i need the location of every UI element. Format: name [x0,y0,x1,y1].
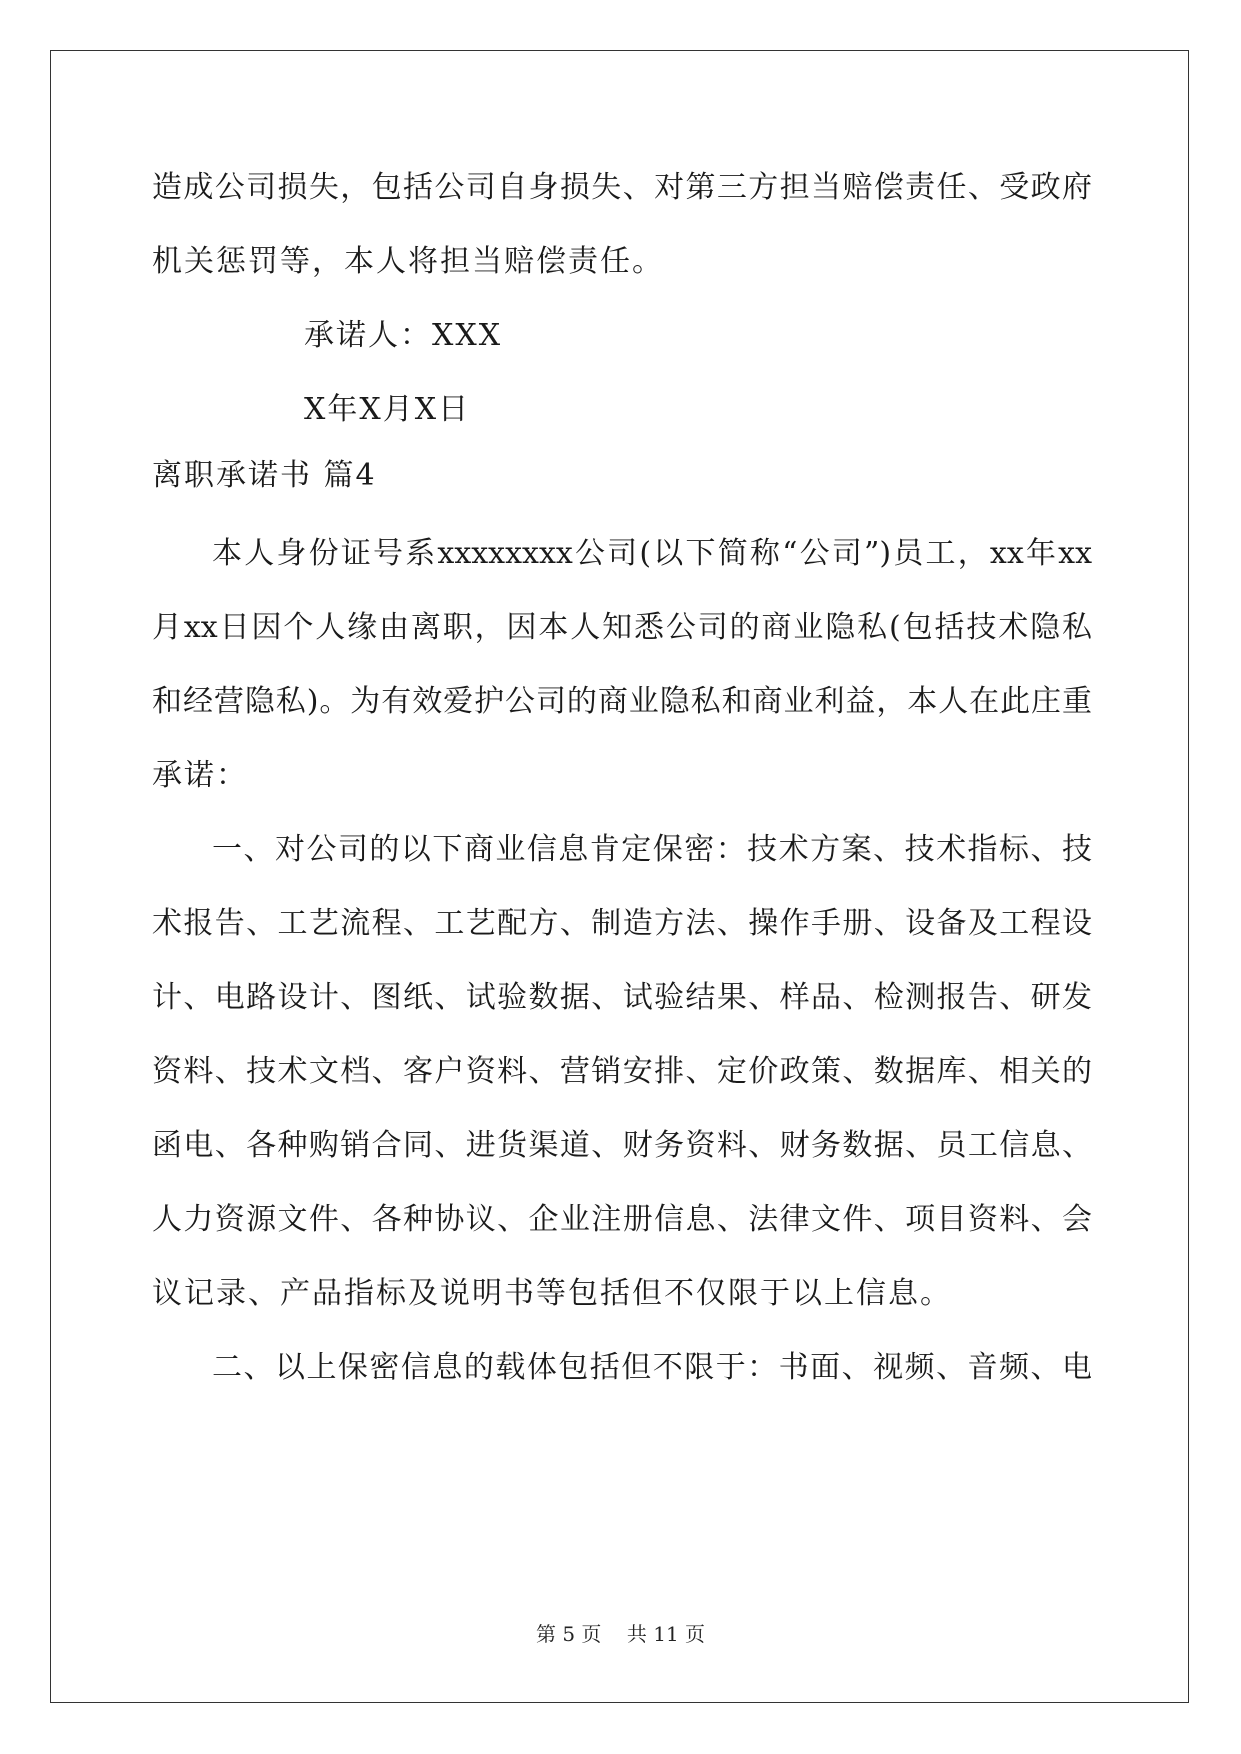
paragraph-line: 和经营隐私)。为有效爱护公司的商业隐私和商业利益，本人在此庄重 [152,684,1092,719]
paragraph-line: 人力资源文件、各种协议、企业注册信息、法律文件、项目资料、会 [152,1202,1092,1237]
paragraph-line: 承诺： [152,758,248,793]
signature-line: 承诺人：XXX [304,318,503,353]
paragraph-line: 月xx日因个人缘由离职，因本人知悉公司的商业隐私(包括技术隐私 [152,610,1092,645]
section-heading: 离职承诺书 篇4 [152,458,377,493]
paragraph-line: 本人身份证号系xxxxxxxx公司(以下简称“公司”)员工，xx年xx [212,536,1092,571]
paragraph-line: 二、以上保密信息的载体包括但不限于：书面、视频、音频、电 [212,1350,1092,1385]
paragraph-line: 议记录、产品指标及说明书等包括但不仅限于以上信息。 [152,1276,952,1311]
paragraph-line: 一、对公司的以下商业信息肯定保密：技术方案、技术指标、技 [212,832,1092,867]
paragraph-line: 计、电路设计、图纸、试验数据、试验结果、样品、检测报告、研发 [152,980,1092,1015]
page-border [50,50,1189,1703]
paragraph-line: 术报告、工艺流程、工艺配方、制造方法、操作手册、设备及工程设 [152,906,1092,941]
date-line: X年X月X日 [304,392,471,427]
paragraph-line: 资料、技术文档、客户资料、营销安排、定价政策、数据库、相关的 [152,1054,1092,1089]
page-total: 共 11 页 [626,1622,706,1646]
page-number: 第 5 页 [535,1622,602,1646]
page-footer [0,1622,1241,1646]
paragraph-line: 函电、各种购销合同、进货渠道、财务资料、财务数据、员工信息、 [152,1128,1092,1163]
paragraph-line: 造成公司损失，包括公司自身损失、对第三方担当赔偿责任、受政府 [152,170,1092,205]
paragraph-line: 机关惩罚等，本人将担当赔偿责任。 [152,244,664,279]
